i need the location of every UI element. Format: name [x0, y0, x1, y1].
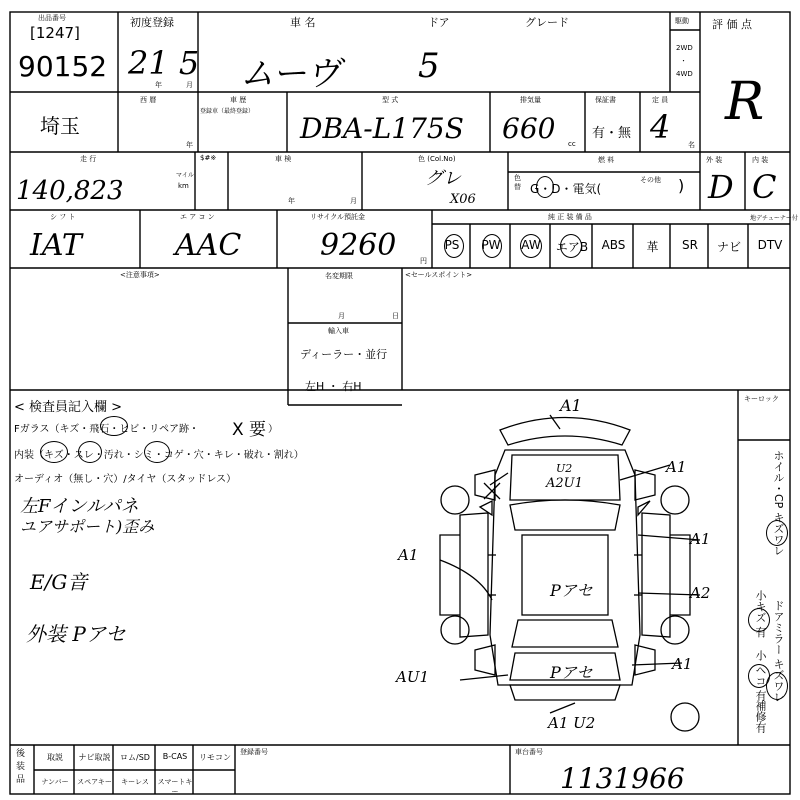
yen-unit: 円: [420, 257, 427, 265]
drive-4wd: 4WD: [676, 70, 693, 78]
score-label: 評 価 点: [712, 18, 752, 31]
history-label: 車 歴: [230, 96, 247, 104]
footer-item-remote: リモコン: [199, 753, 231, 762]
fuel-close: ): [678, 176, 685, 195]
dealer-option: ディーラー・並行: [300, 348, 388, 361]
equipment-abs: ABS: [601, 238, 626, 252]
interior-value: C: [752, 168, 777, 206]
displacement-value: 660: [502, 112, 556, 145]
footer-item-keyless: キーレス: [121, 778, 149, 786]
fuel-change-label: 色替: [514, 174, 521, 191]
equipment-aw: AW: [521, 238, 541, 252]
audio-line: オーディオ（無し・穴）/タイヤ（スタッドレス）: [14, 474, 237, 485]
small-dent-circle: [748, 664, 770, 688]
interior-stain-circle: [144, 441, 170, 463]
equipment-dtv: DTV: [757, 238, 783, 252]
wheel-scratch-circle: [766, 520, 788, 546]
small-scratch-text: 小キズ 有: [754, 590, 767, 638]
mileage-label: 走 行: [80, 155, 97, 163]
km-label: km: [178, 182, 189, 190]
color-code: X06: [450, 192, 476, 207]
drive-2wd: 2WD: [676, 44, 693, 52]
fuel-options: G・D・電気(: [530, 182, 602, 196]
interior-scratch-circle: [40, 441, 68, 463]
interior-condition-line: 内装（キズ・スレ・汚れ・シミ・コゲ・穴・キレ・破れ・割れ）: [14, 450, 304, 461]
capacity-unit: 名: [688, 141, 695, 149]
first-reg-year-label: 年: [155, 81, 162, 89]
lot-bracket: [1247]: [30, 24, 80, 42]
recycle-value: 9260: [320, 228, 397, 263]
handwritten-note-1: 左Fインルパネ: [20, 496, 139, 517]
hand-option: 左H ・ 右H: [305, 380, 362, 393]
equipment-aw-circle: [520, 234, 542, 258]
fuel-circle-mark: [536, 176, 554, 198]
equipment-navi: ナビ: [716, 240, 741, 254]
equipment-leather: 革: [646, 240, 659, 254]
mark-hood-top: U2: [556, 462, 573, 475]
footer-item-smart-key: スマートキー: [157, 778, 193, 796]
car-diagram: [400, 395, 730, 740]
car-name-label: 車 名: [290, 16, 316, 29]
footer-item-bcas: B-CAS: [162, 752, 188, 761]
first-reg-month-label: 月: [186, 81, 193, 89]
equipment-label: 純 正 装 備 品: [548, 213, 592, 221]
f-glass-close: ）: [268, 424, 278, 435]
wheel-cap-text: ホイル・CP キズワレ: [772, 450, 785, 556]
footer-item-rom-sd: ロム/SD: [120, 753, 150, 762]
recycle-label: リサイクル預託金: [310, 213, 366, 221]
equipment-airbag-circle: [560, 234, 582, 258]
door-label: ドア: [428, 16, 450, 29]
repair-text: 補修有: [754, 700, 767, 733]
handwritten-note-4: 外装 Pアセ: [26, 622, 126, 646]
shaken-year-label: 年: [288, 197, 295, 205]
fuel-label: 燃 料: [598, 156, 615, 164]
after-label: 後装品: [16, 749, 26, 785]
history-sub: 登録車（最終登録）: [200, 108, 255, 115]
mile-label: マイル: [176, 172, 194, 179]
capacity-label: 定 員: [652, 96, 669, 104]
warranty-value: 有・無: [592, 126, 632, 141]
interior-label: 内 装: [752, 156, 769, 164]
name-change-label: 名変期限: [325, 272, 353, 280]
equipment-airbag: エアB: [555, 240, 589, 254]
equipment-ps: PS: [444, 238, 460, 252]
f-glass-line: Fガラス（キズ・飛石・ヒビ・リペア跡・: [14, 424, 200, 435]
score-value: R: [725, 72, 765, 132]
color-label: 色 (Col.No): [418, 155, 456, 163]
cc-unit: cc: [568, 140, 576, 148]
mark-left-front: A1: [398, 546, 419, 564]
aircon-label: エ ア コ ン: [180, 213, 215, 221]
model-label: 型 式: [382, 96, 399, 104]
x-required: X 要: [232, 420, 267, 440]
chassis-label: 車台番号: [515, 748, 543, 756]
equipment-ps-circle: [444, 234, 464, 258]
handwritten-note-3: E/G音: [30, 570, 88, 594]
registration-label: 登録番号: [240, 748, 268, 756]
small-dent-text: 小 ヘコ 有: [754, 650, 767, 701]
footer-item-spare-key: スペアキー: [77, 778, 112, 786]
drive-label: 駆動: [675, 17, 689, 25]
mark-front-right-fender: A1: [666, 458, 687, 476]
shaken-month-label: 月: [350, 197, 357, 205]
name-change-month: 月: [338, 312, 345, 320]
exterior-value: D: [708, 168, 734, 206]
drive-dot: ・: [680, 57, 687, 65]
color-value: グレ: [425, 168, 461, 189]
first-reg-label: 初度登録: [130, 16, 174, 29]
equipment-pw-circle: [482, 234, 502, 258]
import-label: 輸入車: [328, 327, 349, 335]
mark-roof-front: A1: [560, 396, 582, 415]
shaken-label: 車 検: [275, 155, 292, 163]
mark-right-front-door: A1: [690, 530, 711, 548]
grade-label: グレード: [525, 16, 569, 29]
mark-rear-bottom: A1 U2: [548, 714, 596, 732]
interior-rub-circle: [78, 441, 102, 463]
shift-value: IAT: [30, 228, 82, 263]
era-label: 西 暦: [140, 96, 157, 104]
shift-label: シ フ ト: [50, 213, 76, 221]
capacity-value: 4: [650, 108, 671, 146]
footer-item-navi-manual: ナビ取説: [78, 753, 111, 762]
caution-label: <注意事項>: [120, 271, 160, 279]
sales-point-label: <セールスポイント>: [405, 271, 473, 279]
region-value: 埼玉: [40, 114, 80, 138]
mirror-text: ドアミラー キズワレ: [772, 600, 785, 703]
chassis-value: 1131966: [560, 762, 685, 795]
door-value: 5: [418, 46, 440, 86]
equipment-pw: PW: [481, 238, 501, 252]
f-glass-chip-circle: [100, 416, 128, 436]
footer-item-manual: 取説: [47, 753, 63, 762]
car-name-value: ムーヴ: [240, 54, 341, 94]
inspect-label: $#※: [200, 154, 217, 162]
warranty-label: 保証書: [595, 96, 616, 104]
model-value: DBA-L175S: [300, 112, 464, 145]
lot-number: 90152: [18, 50, 108, 83]
keylock-label: キーロック: [744, 395, 779, 403]
first-reg-value: 21 5: [128, 44, 200, 82]
mark-hood-bottom: A2U1: [546, 476, 583, 491]
inspector-title: < 検査員記入欄 >: [14, 400, 123, 415]
lot-label: 出品番号: [38, 14, 66, 22]
mileage-value: 140,823: [16, 176, 124, 206]
mark-roof-center: Pアセ: [550, 581, 593, 600]
era-year-suffix: 年: [186, 141, 193, 149]
fuel-other-label: その他: [640, 176, 661, 184]
tuner-label: 地デチューナー付: [750, 215, 798, 222]
displacement-label: 排気量: [520, 96, 541, 104]
aircon-value: AAC: [175, 228, 242, 263]
mark-right-rear-door: A2: [690, 584, 711, 602]
small-scratch-circle: [748, 608, 770, 632]
exterior-label: 外 装: [706, 156, 723, 164]
handwritten-note-2: ユアサポート)歪み: [20, 517, 155, 536]
name-change-day: 日: [392, 312, 399, 320]
mark-right-rear: A1: [672, 655, 693, 673]
mark-left-rear: AU1: [396, 668, 430, 686]
equipment-sr: SR: [682, 238, 698, 252]
footer-item-number: ナンバー: [41, 778, 69, 786]
mark-rear-center: Pアセ: [550, 663, 593, 682]
